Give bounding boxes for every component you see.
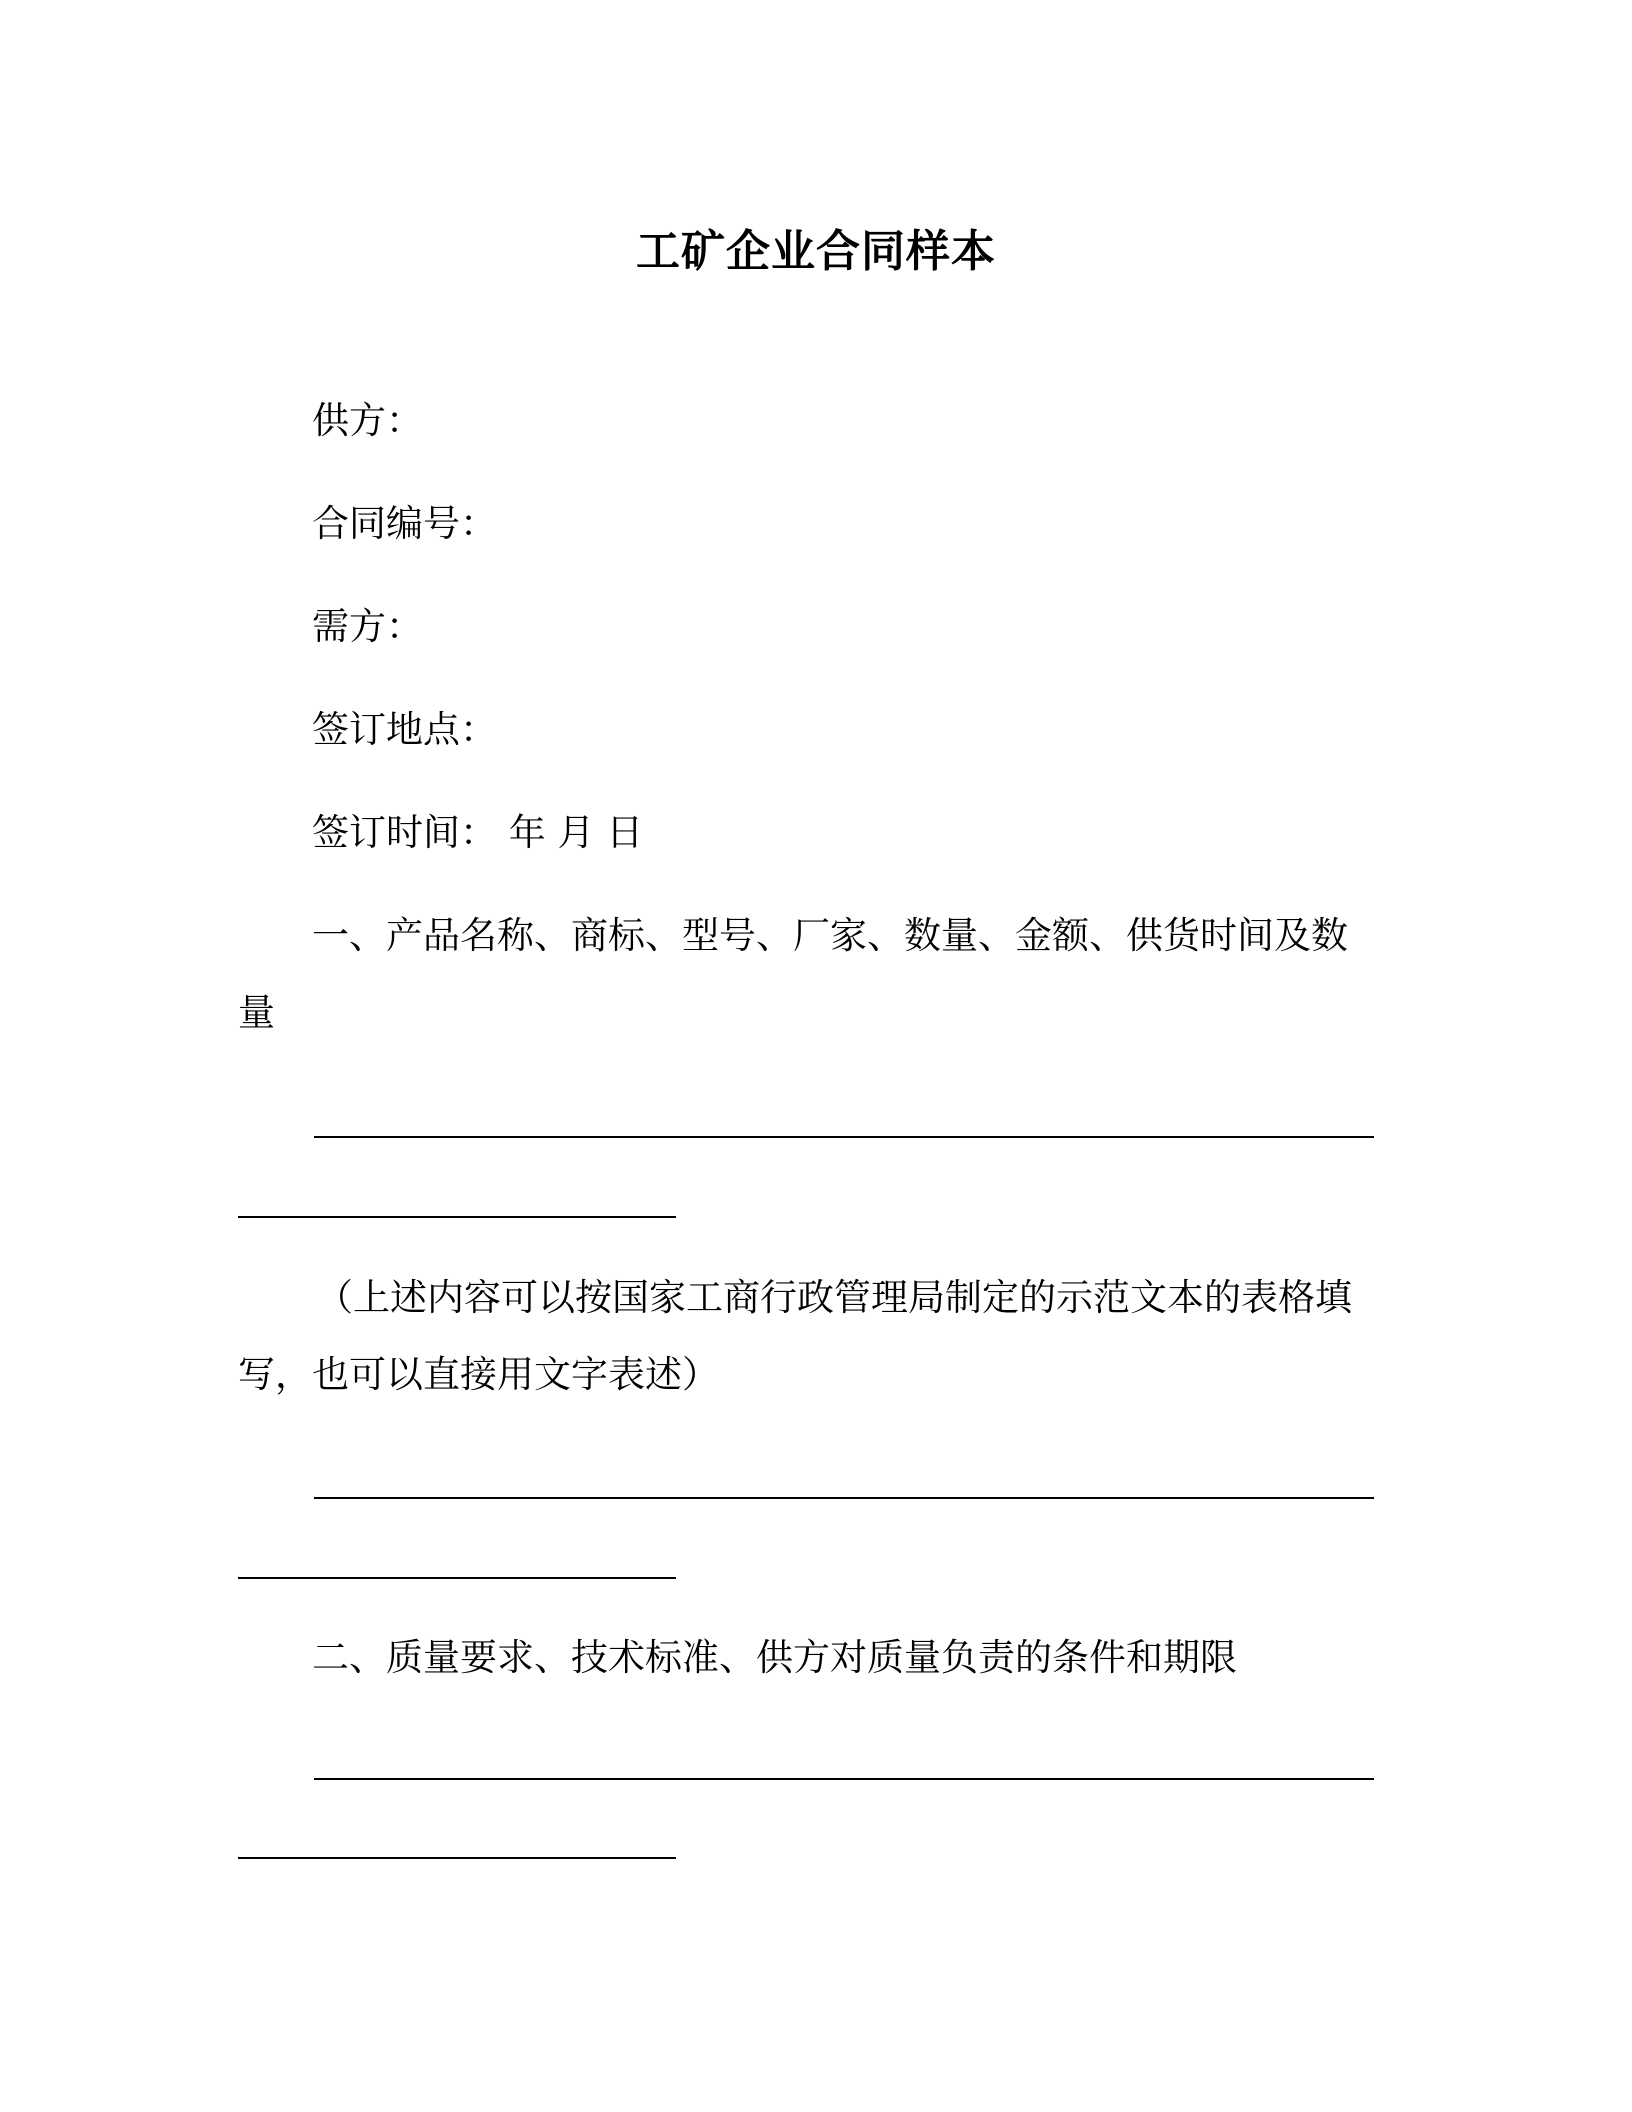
note-line-1: （上述内容可以按国家工商行政管理局制定的示范文本的表格填 xyxy=(316,1276,1352,1319)
signing-place-field-label: 签订地点： xyxy=(312,708,497,751)
buyer-field-label: 需方： xyxy=(312,605,423,648)
supplier-field-label: 供方： xyxy=(312,399,423,442)
blank-fill-line xyxy=(314,1778,1374,1780)
note-line-2: 写，也可以直接用文字表述） xyxy=(238,1353,719,1396)
blank-fill-line xyxy=(314,1497,1374,1499)
signing-time-field-label: 签订时间： 年 月 日 xyxy=(312,811,644,854)
section-2-heading: 二、质量要求、技术标准、供方对质量负责的条件和期限 xyxy=(312,1636,1237,1679)
contract-number-field-label: 合同编号： xyxy=(312,502,497,545)
blank-fill-line xyxy=(238,1857,676,1859)
document-title: 工矿企业合同样本 xyxy=(636,226,996,277)
blank-fill-line xyxy=(314,1136,1374,1138)
blank-fill-line xyxy=(238,1216,676,1218)
section-1-heading-line-1: 一、产品名称、商标、型号、厂家、数量、金额、供货时间及数 xyxy=(312,914,1348,957)
section-1-heading-line-2: 量 xyxy=(238,991,275,1034)
blank-fill-line xyxy=(238,1577,676,1579)
